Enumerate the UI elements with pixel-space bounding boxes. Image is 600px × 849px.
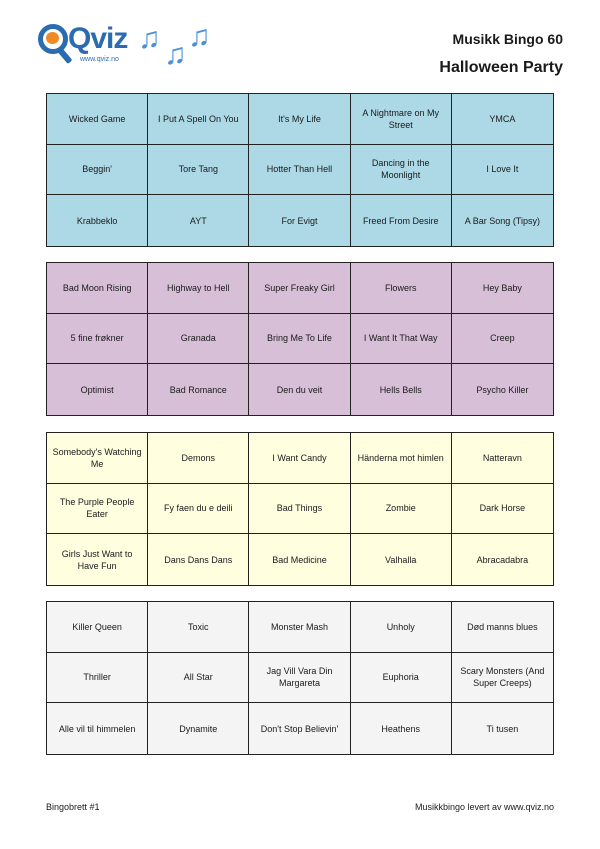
bingo-cell: Scary Monsters (And Super Creeps) <box>452 653 553 704</box>
bingo-cell: Granada <box>148 314 249 365</box>
bingo-cell: Unholy <box>351 602 452 653</box>
bingo-cell: Toxic <box>148 602 249 653</box>
bingo-cell: A Nightmare on My Street <box>351 94 452 145</box>
qviz-logo <box>38 22 128 70</box>
bingo-cell: Jag Vill Vara Din Margareta <box>249 653 350 704</box>
bingo-board-2 <box>46 262 554 416</box>
bingo-cell: Krabbeklo <box>47 195 148 246</box>
bingo-cell: AYT <box>148 195 249 246</box>
bingo-cell: Bad Romance <box>148 364 249 415</box>
bingo-cell: Girls Just Want to Have Fun <box>47 534 148 585</box>
bingo-cell: Fy faen du e deili <box>148 484 249 535</box>
bingo-cell: Hey Baby <box>452 263 553 314</box>
bingo-cell: Flowers <box>351 263 452 314</box>
bingo-cell: Abracadabra <box>476 554 529 565</box>
bingo-cell: Alle vil til himmelen <box>47 703 148 754</box>
bingo-cell: Somebody's Watching Me <box>47 433 148 484</box>
bingo-cell: Demons <box>148 433 249 484</box>
bingo-cell: Dynamite <box>148 703 249 754</box>
bingo-cell: Zombie <box>351 484 452 535</box>
bingo-cell: Don't Stop Believin' <box>249 703 350 754</box>
bingo-cell: Wicked Game <box>47 94 148 145</box>
bingo-board-4 <box>46 601 554 755</box>
bingo-cell: Optimist <box>47 364 148 415</box>
bingo-cell: Killer Queen <box>47 602 148 653</box>
credit-text: Musikkbingo levert av www.qviz.no <box>414 802 554 812</box>
music-notes-icon: ♫ ♫ ♫ <box>138 20 211 71</box>
bingo-board-1 <box>46 93 554 247</box>
bingo-cell: Euphoria <box>351 653 452 704</box>
bingo-cell: Super Freaky Girl <box>249 263 350 314</box>
bingo-cell: Beggin' <box>47 145 148 196</box>
bingo-cell: Hells Bells <box>351 364 452 415</box>
bingo-cell: Dark Horse <box>452 484 553 535</box>
bingo-cell: Valhalla <box>351 534 452 585</box>
bingo-cell: Händerna mot himlen <box>351 433 452 484</box>
bingo-cell: YMCA <box>452 94 553 145</box>
bingo-cell: Bad Moon Rising <box>47 263 148 314</box>
bingo-cell: I Love It <box>452 145 553 196</box>
bingo-cell: I Put A Spell On You <box>148 94 249 145</box>
bingo-cell: Tore Tang <box>148 145 249 196</box>
bingo-cell: Bad Things <box>249 484 350 535</box>
bingo-cell: Highway to Hell <box>148 263 249 314</box>
bingo-cell: 5 fine frøkner <box>47 314 148 365</box>
bingo-cell: Dancing in the Moonlight <box>351 145 452 196</box>
page-title: Musikk Bingo 60 <box>452 31 563 47</box>
bingo-board-3 <box>46 432 554 586</box>
bingo-cell: Thriller <box>47 653 148 704</box>
logo-dot <box>46 32 59 44</box>
bingo-cell: Bad Medicine <box>249 534 350 585</box>
bingo-cell: Ti tusen <box>486 723 519 734</box>
bingo-cell: Heathens <box>351 703 452 754</box>
bingo-cell: All Star <box>148 653 249 704</box>
bingo-cell: Bring Me To Life <box>249 314 350 365</box>
bingo-cell: Hotter Than Hell <box>249 145 350 196</box>
bingo-cell: For Evigt <box>249 195 350 246</box>
bingo-cell: I Want It That Way <box>351 314 452 365</box>
bingo-cell: Monster Mash <box>249 602 350 653</box>
logo-word: Qviz <box>68 22 128 55</box>
bingo-cell: Den du veit <box>249 364 350 415</box>
logo-url: www.qviz.no <box>80 56 119 63</box>
bingo-cell: Psycho Killer <box>476 384 529 395</box>
board-number: Bingobrett #1 <box>46 802 100 812</box>
bingo-cell: A Bar Song (Tipsy) <box>464 215 540 226</box>
bingo-cell: Død manns blues <box>452 602 553 653</box>
bingo-cell: Creep <box>452 314 553 365</box>
bingo-cell: Freed From Desire <box>351 195 452 246</box>
bingo-cell: It's My Life <box>249 94 350 145</box>
bingo-cell: The Purple People Eater <box>47 484 148 535</box>
page-subtitle: Halloween Party <box>439 59 563 76</box>
bingo-cell: Natteravn <box>452 433 553 484</box>
bingo-cell: I Want Candy <box>249 433 350 484</box>
bingo-cell: Dans Dans Dans <box>148 534 249 585</box>
